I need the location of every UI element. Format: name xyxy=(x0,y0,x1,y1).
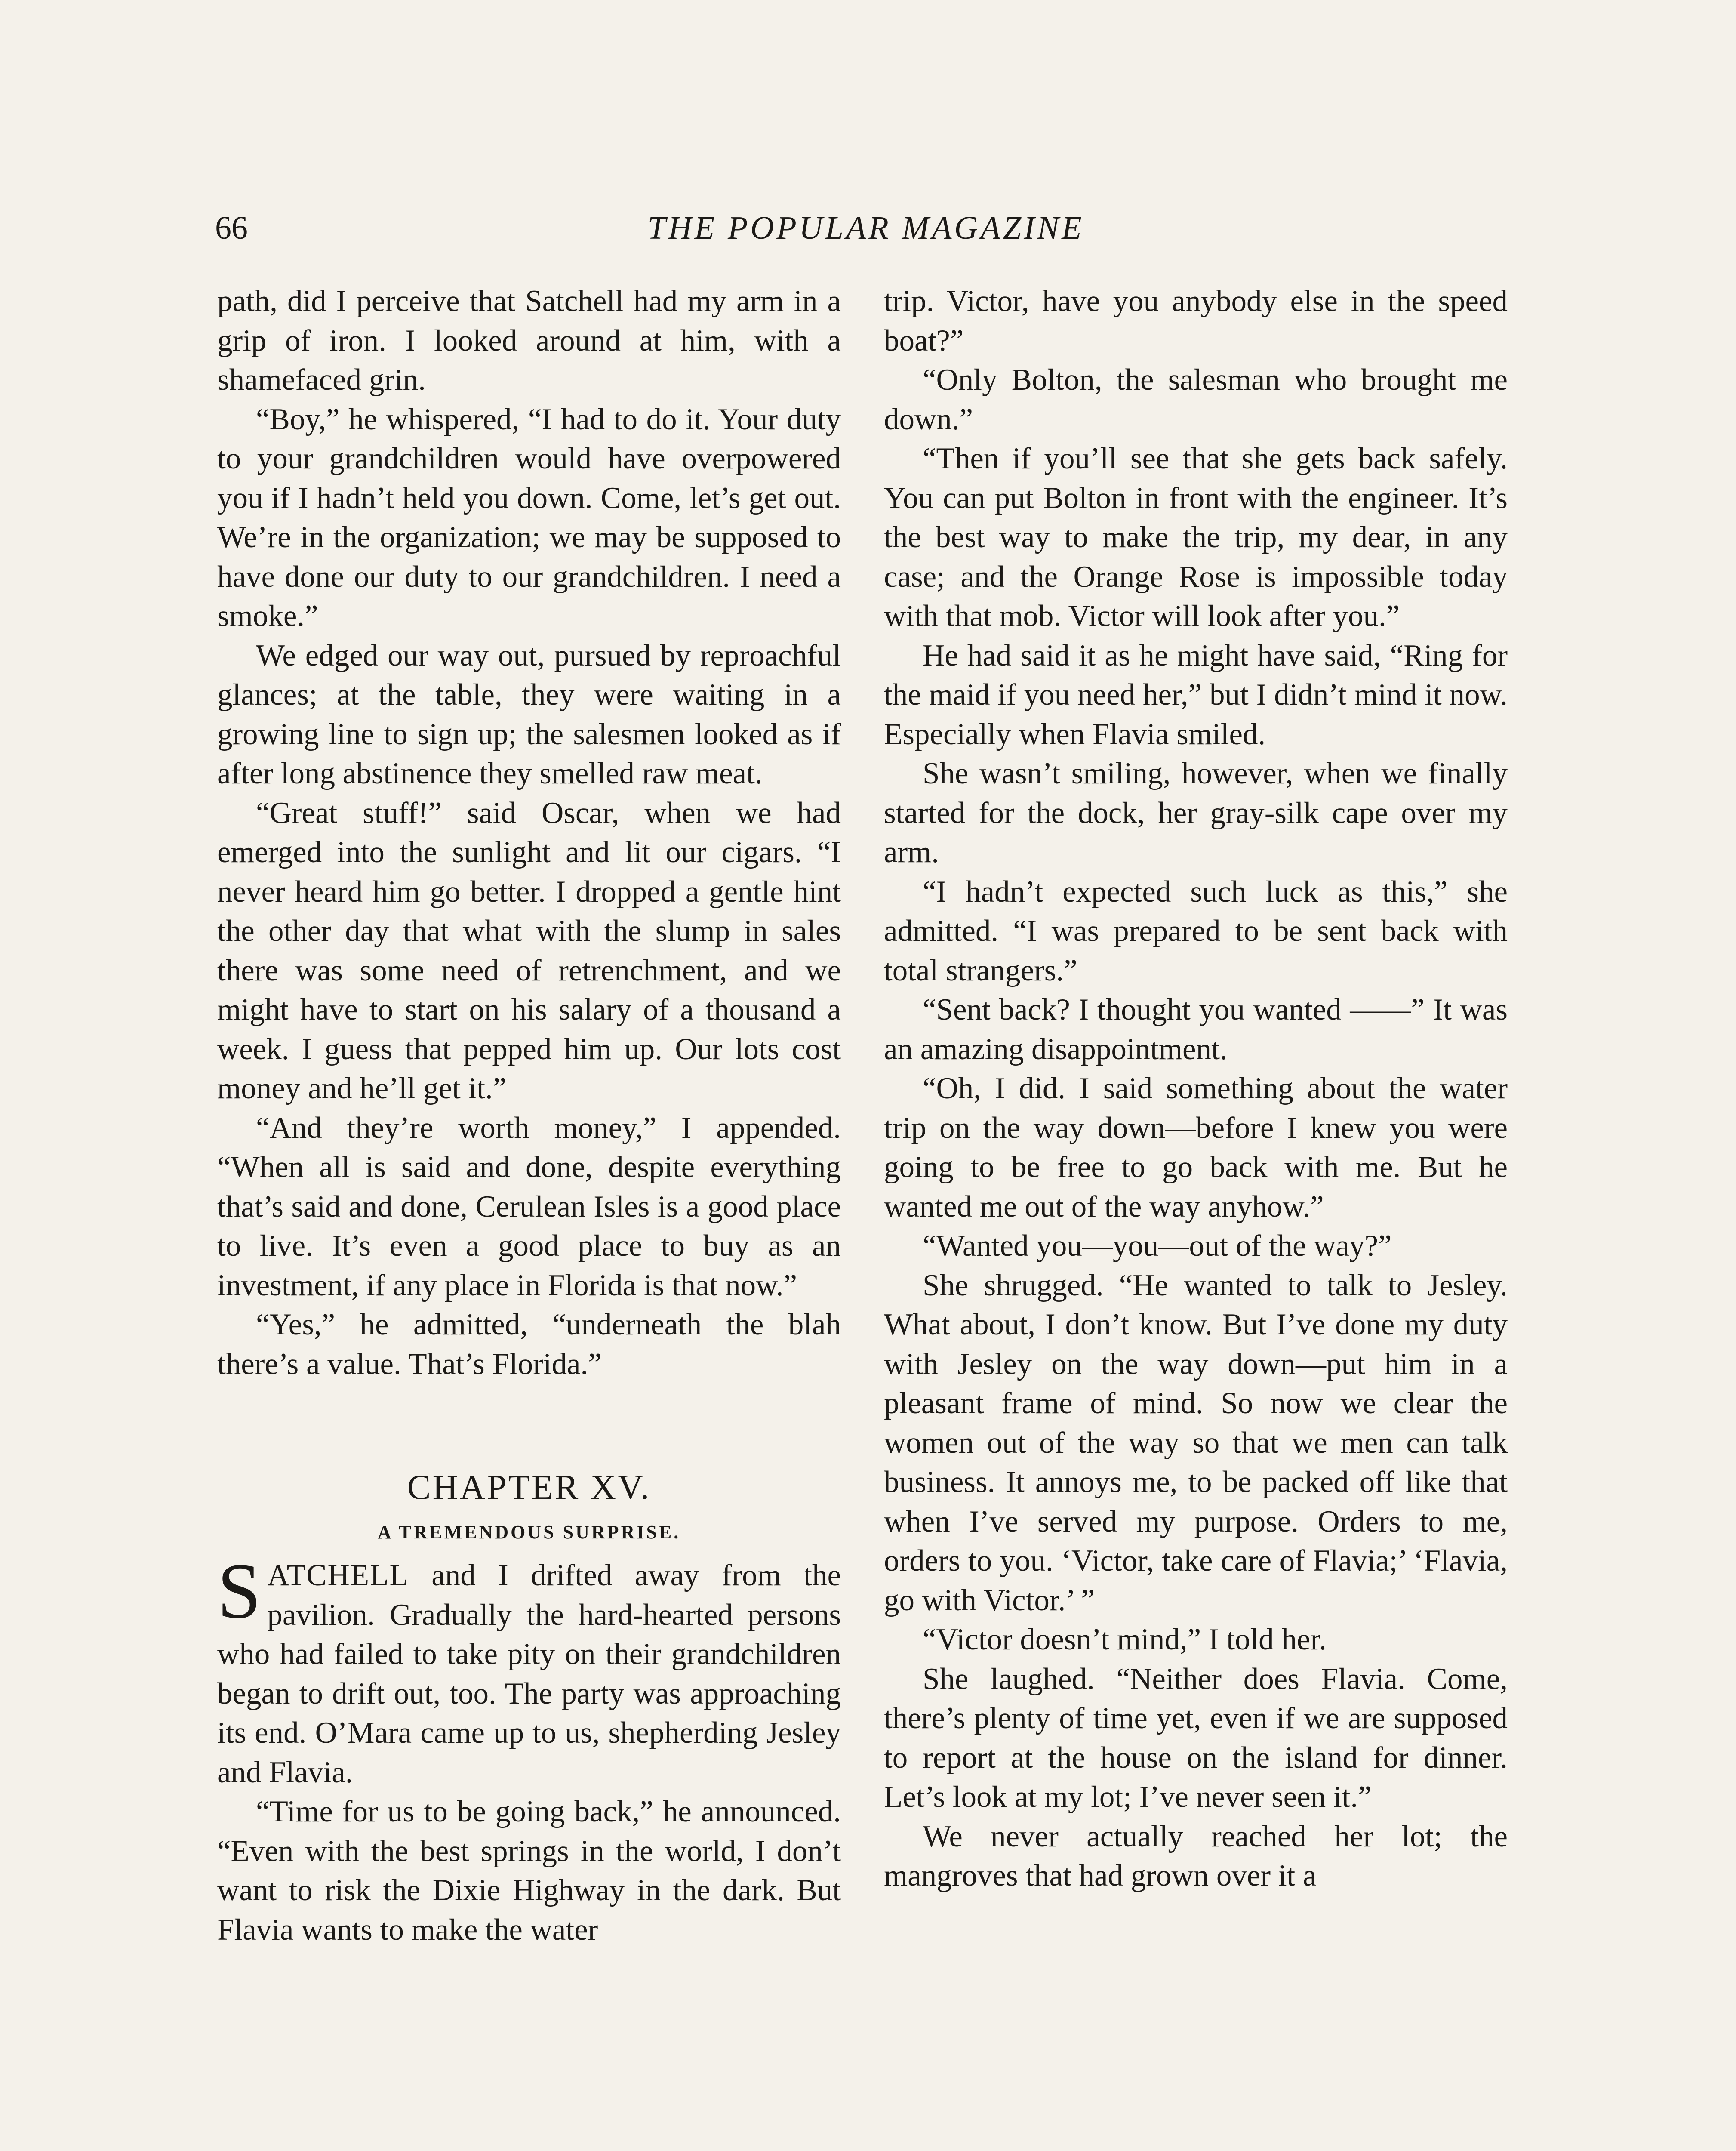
chapter-opening-paragraph xyxy=(217,1547,841,1792)
paragraph: She laughed. “Neither does Flavia. Come, there’s plenty of time yet, even if we are supposed to report at the house on the island for dinner. Let’s look at my lot; I’ve never seen it.” xyxy=(884,1662,1508,1814)
right-column xyxy=(884,282,1508,1896)
first-word: ATCHELL xyxy=(267,1559,409,1592)
paragraph: “Then if you’ll see that she gets back safely. You can put Bolton in front with the engineer. It’s the best way to make the trip, my dear, in any case; and the Orange Rose is impossible today with that mob. Victor will look after you.” xyxy=(884,442,1508,633)
paragraph: She wasn’t smiling, however, when we finally started for the dock, her gray-silk cape over my arm. xyxy=(884,757,1508,869)
paragraph: “Only Bolton, the salesman who brought me down.” xyxy=(884,363,1508,436)
paragraph: “And they’re worth money,” I appended. “When all is said and done, despite everything that’s said and done, Cerulean Isles is a good place to live. It’s even a good place to buy as an investment, if any place in Florida is that now.” xyxy=(217,1111,841,1302)
paragraph: “Time for us to be going back,” he announced. “Even with the best springs in the world, I don’t want to risk the Dixie Highway in the dark. But Flavia wants to make the water xyxy=(217,1795,841,1947)
page-number: 66 xyxy=(215,210,248,246)
paragraph: We edged our way out, pursued by reproachful glances; at the table, they were waiting in a growing line to sign up; the salesmen looked as if after long abstinence they smelled raw meat. xyxy=(217,638,841,790)
paragraph: “Victor doesn’t mind,” I told her. xyxy=(923,1623,1327,1656)
paragraph: “I hadn’t expected such luck as this,” she admitted. “I was prepared to be sent back with total strangers.” xyxy=(884,875,1508,987)
paragraph: “Great stuff!” said Oscar, when we had emerged into the sunlight and lit our cigars. “I never heard him go better. I dropped a gentle hint the other day that what with the slump in sales there was some need of retrenchment, and we might have to start on his salary of a thousand a week. I guess that pepped him up. Our lots cost money and he’ll get it.” xyxy=(217,796,841,1105)
left-column xyxy=(217,282,841,1950)
paragraph: “Oh, I did. I said something about the water trip on the way down—before I knew you were going to be free to go back with me. But he wanted me out of the way anyhow.” xyxy=(884,1072,1508,1223)
paragraph: He had said it as he might have said, “Ring for the maid if you need her,” but I didn’t mind it now. Especially when Flavia smiled. xyxy=(884,638,1508,751)
drop-cap: S xyxy=(217,1547,262,1635)
paragraph: “Boy,” he whispered, “I had to do it. Your duty to your grandchildren would have overpowered you if I hadn’t held you down. Come, let’s get out. We’re in the organization; we may be supposed to have done our duty to our grandchildren. I need a smoke.” xyxy=(217,402,841,633)
running-head: THE POPULAR MAGAZINE xyxy=(647,210,1084,246)
paragraph: path, did I perceive that Satchell had my arm in a grip of iron. I looked around at him, with a shamefaced grin. xyxy=(217,284,841,397)
chapter-title: CHAPTER XV. xyxy=(407,1467,651,1507)
paragraph: “Wanted you—you—out of the way?” xyxy=(923,1229,1392,1263)
paragraph: “Sent back? I thought you wanted ——” It was an amazing disappointment. xyxy=(884,993,1508,1066)
paragraph: We never actually reached her lot; the mangroves that had grown over it a xyxy=(884,1819,1508,1892)
paragraph: trip. Victor, have you anybody else in the speed boat?” xyxy=(884,284,1508,357)
paragraph: She shrugged. “He wanted to talk to Jesley. What about, I don’t know. But I’ve done my duty with Jesley on the way down—put him in a pleasant frame of mind. So now we clear the women out of the way so that we men can talk business. It annoys me, to be packed off like that when I’ve served my purpose. Orders to me, orders to you. ‘Victor, take care of Flavia;’ ‘Flavia, go with Victor.’ ” xyxy=(884,1268,1508,1617)
opening-text: and I drifted away from the pavilion. Gradually the hard-hearted persons who had failed to take pity on their grandchildren began to drift out, too. The party was approaching its end. O’Mara came up to us, shepherding Jesley and Flavia. xyxy=(217,1559,841,1789)
chapter-subtitle: A TREMENDOUS SURPRISE. xyxy=(377,1522,681,1543)
page-header xyxy=(215,204,1517,252)
paragraph: “Yes,” he admitted, “underneath the blah there’s a value. That’s Florida.” xyxy=(217,1308,841,1381)
